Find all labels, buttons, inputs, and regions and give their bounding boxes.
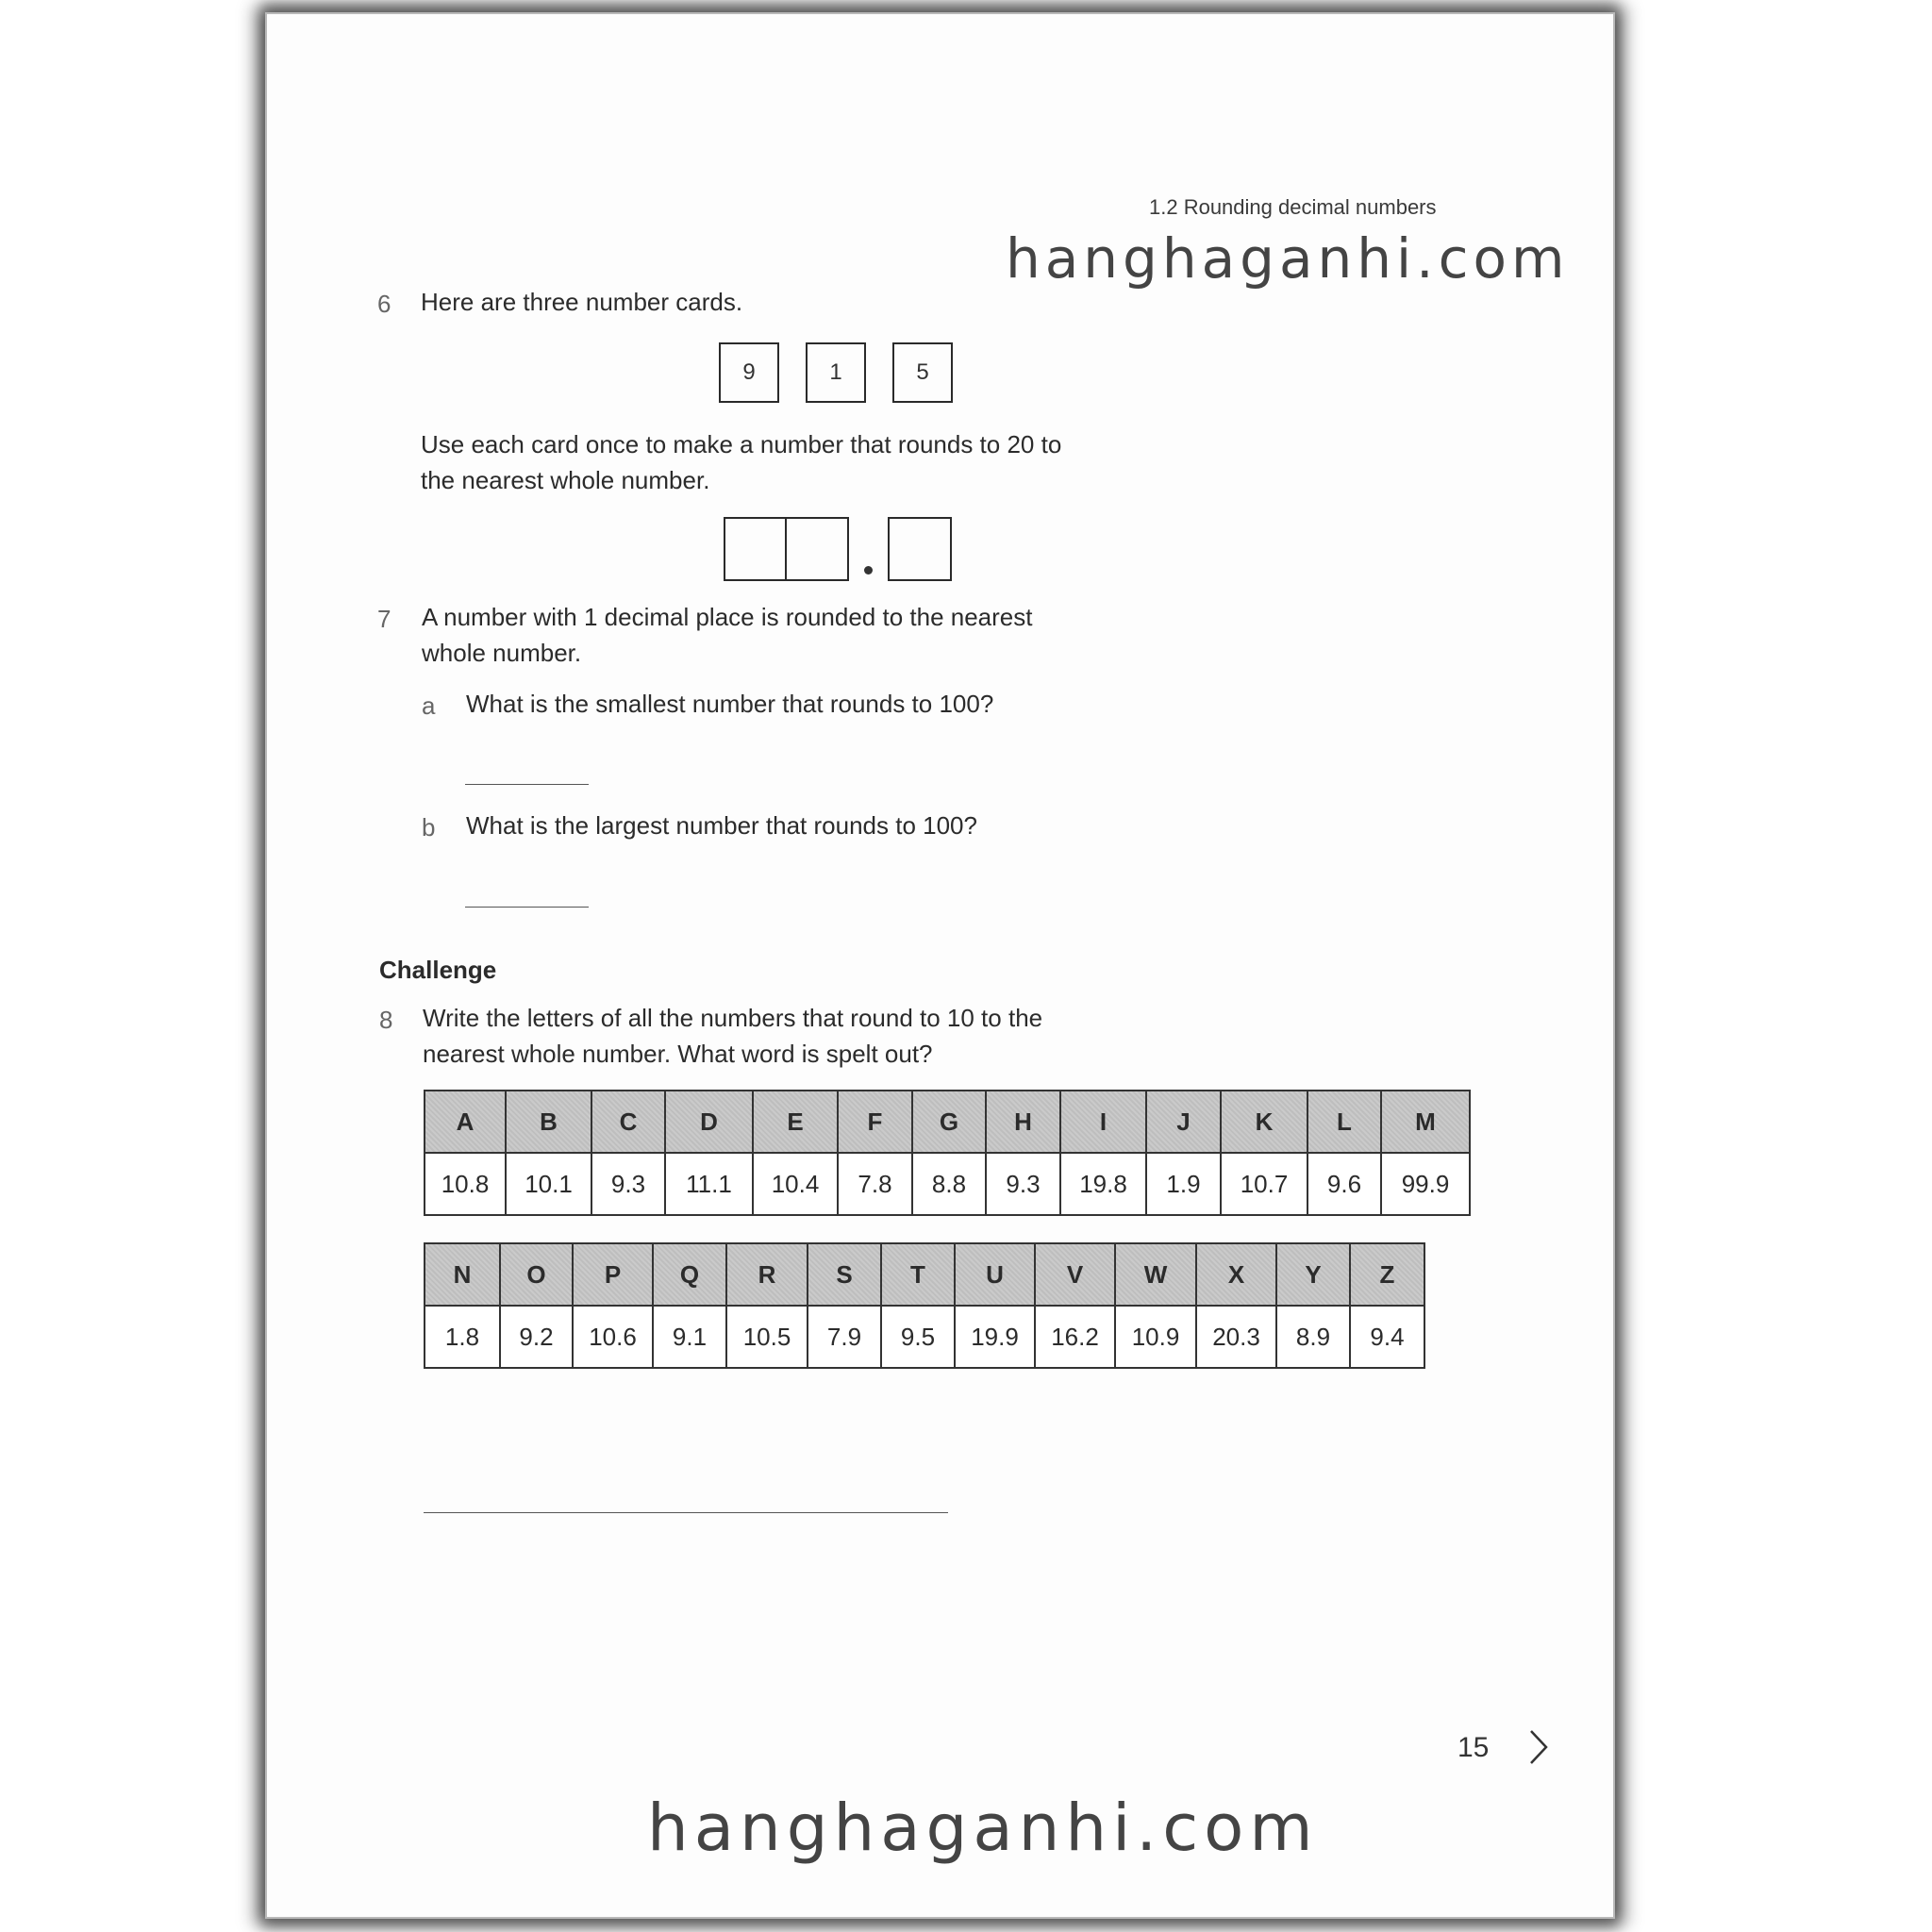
letter-cell: U [955,1243,1035,1306]
value-cell: 11.1 [665,1153,753,1215]
value-cell: 8.8 [912,1153,986,1215]
letter-cell: I [1060,1091,1146,1153]
value-cell: 9.1 [653,1306,726,1368]
letter-cell: S [808,1243,881,1306]
value-cell: 10.9 [1115,1306,1196,1368]
value-cell: 10.6 [573,1306,653,1368]
value-cell: 10.1 [506,1153,591,1215]
number-card-1: 9 [719,342,779,403]
decimal-point [864,566,873,575]
value-cell: 19.9 [955,1306,1035,1368]
letter-cell: H [986,1091,1060,1153]
letter-cell: K [1221,1091,1307,1153]
value-cell: 10.7 [1221,1153,1307,1215]
answer-line-7b[interactable] [465,907,589,908]
letter-cell: G [912,1091,986,1153]
watermark-top: hanghaganhi.com [1006,226,1570,291]
letter-value-table-2 [424,1242,1425,1369]
value-cell: 10.8 [425,1153,506,1215]
letter-cell: X [1196,1243,1276,1306]
question-7b-text: What is the largest number that rounds to 100? [466,811,977,840]
letters-row [425,1243,1424,1306]
value-cell: 16.2 [1035,1306,1115,1368]
letter-cell: J [1146,1091,1221,1153]
page-number: 15 [1457,1732,1490,1763]
letter-cell: C [591,1091,665,1153]
question-6-instruction-line1: Use each card once to make a number that rounds to 20 to [421,430,1062,458]
letter-cell: O [500,1243,573,1306]
answer-line-7a[interactable] [465,784,589,785]
letter-cell: T [881,1243,955,1306]
value-cell: 99.9 [1381,1153,1470,1215]
value-cell: 1.9 [1146,1153,1221,1215]
answer-box-ones[interactable] [785,517,849,581]
letter-cell: D [665,1091,753,1153]
letter-value-table-1 [424,1090,1471,1216]
letter-cell: V [1035,1243,1115,1306]
letter-cell: M [1381,1091,1470,1153]
challenge-heading: Challenge [379,956,497,984]
question-7b-label: b [422,813,436,841]
letter-cell: N [425,1243,500,1306]
value-cell: 9.2 [500,1306,573,1368]
letter-cell: Y [1276,1243,1350,1306]
letter-cell: Z [1350,1243,1424,1306]
value-cell: 19.8 [1060,1153,1146,1215]
value-cell: 7.8 [838,1153,912,1215]
question-7-number: 7 [377,605,391,633]
letter-cell: F [838,1091,912,1153]
value-cell: 8.9 [1276,1306,1350,1368]
values-row [425,1306,1424,1368]
question-8-number: 8 [379,1006,393,1034]
letter-cell: P [573,1243,653,1306]
letter-cell: W [1115,1243,1196,1306]
chevron-right-icon[interactable] [1528,1729,1549,1765]
question-7a-text: What is the smallest number that rounds to 100? [466,690,994,718]
number-card-2: 1 [806,342,866,403]
value-cell: 1.8 [425,1306,500,1368]
value-cell: 9.4 [1350,1306,1424,1368]
value-cell: 10.4 [753,1153,838,1215]
answer-box-tens[interactable] [724,517,787,581]
value-cell: 9.6 [1307,1153,1381,1215]
question-8-text-line1: Write the letters of all the numbers that round to 10 to the [423,1004,1043,1032]
question-6-instruction-line2: the nearest whole number. [421,466,710,494]
question-7-text-line2: whole number. [422,639,582,667]
letter-cell: E [753,1091,838,1153]
watermark-bottom: hanghaganhi.com [647,1790,1319,1866]
answer-box-tenths[interactable] [888,517,952,581]
value-cell: 10.5 [726,1306,808,1368]
letter-cell: R [726,1243,808,1306]
question-6-number: 6 [377,290,391,318]
value-cell: 7.9 [808,1306,881,1368]
section-title: 1.2 Rounding decimal numbers [1149,195,1437,219]
value-cell: 9.5 [881,1306,955,1368]
question-7-text-line1: A number with 1 decimal place is rounded to the nearest [422,603,1033,631]
letter-cell: B [506,1091,591,1153]
question-8-text-line2: nearest whole number. What word is spelt out? [423,1040,933,1068]
question-7a-label: a [422,691,436,720]
number-card-3: 5 [892,342,953,403]
letters-row [425,1091,1470,1153]
values-row [425,1153,1470,1215]
letter-cell: L [1307,1091,1381,1153]
value-cell: 9.3 [986,1153,1060,1215]
value-cell: 9.3 [591,1153,665,1215]
question-6-intro: Here are three number cards. [421,288,743,316]
letter-cell: Q [653,1243,726,1306]
value-cell: 20.3 [1196,1306,1276,1368]
letter-cell: A [425,1091,506,1153]
answer-line-8[interactable] [424,1512,948,1513]
